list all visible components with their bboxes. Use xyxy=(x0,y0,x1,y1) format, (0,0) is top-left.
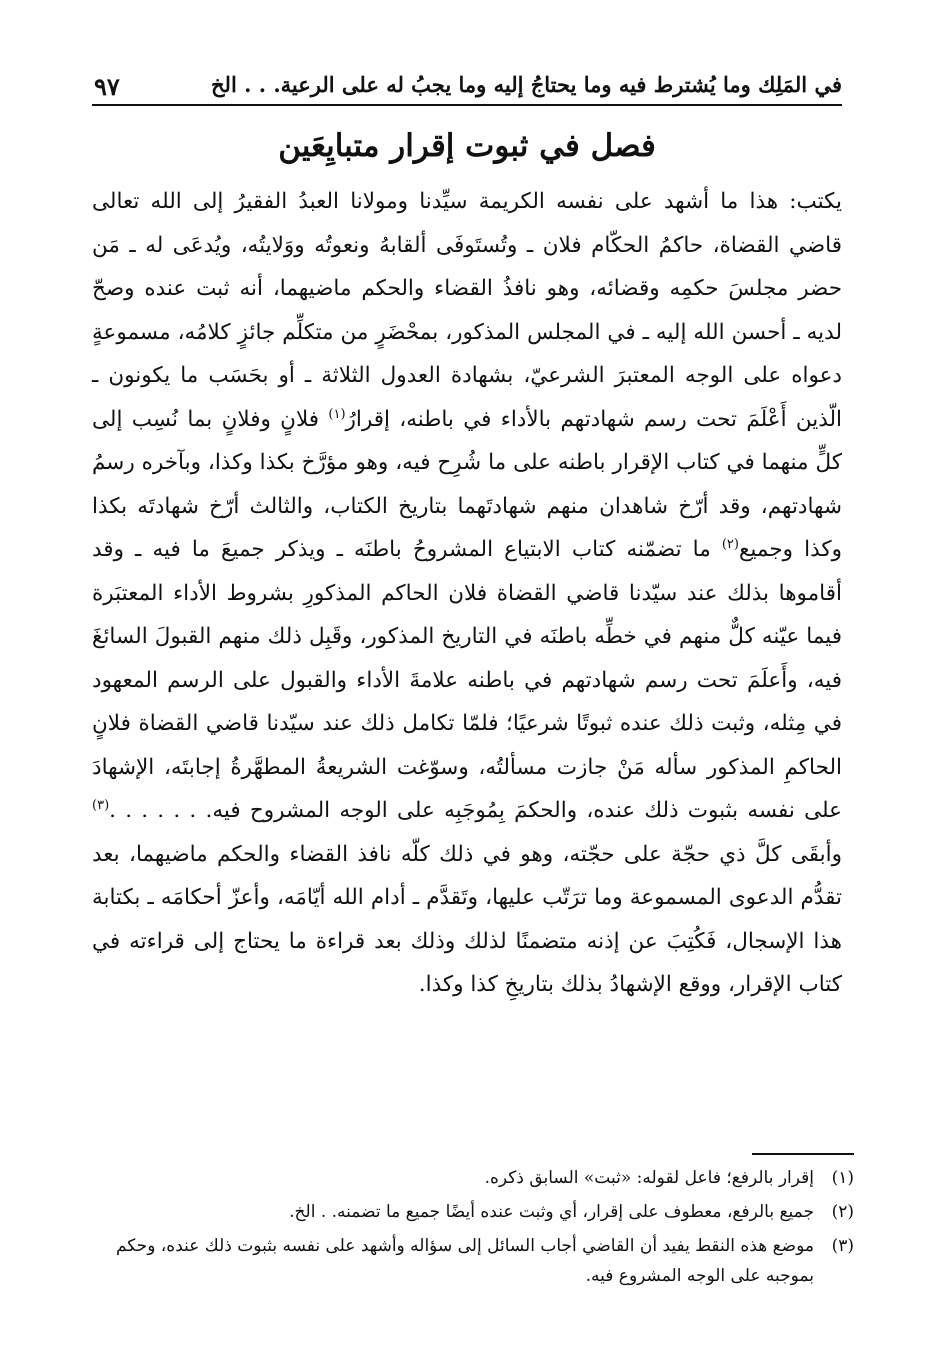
footnote-number: (١) xyxy=(831,1168,854,1188)
body-paragraph xyxy=(92,180,842,1007)
footnote-text: إقرار بالرفع؛ فاعل لقوله: «ثبت» السابق ذكره. xyxy=(484,1168,814,1188)
footnote-ref-2[interactable]: (٢) xyxy=(721,537,739,553)
body-text-part-4: وأبقَى كلَّ ذي حجّة على حجّته، وهو في ذلك كلّه نافذ القضاء والحكم ماضيهما، بعد تقدُّم الدعوى المسموعة وما ترَتّب عليها، وتَقدَّم ـ أدام الله أيّامَه، وأعزّ أحكامَه ـ بكتابة هذا الإسجال، فَكُتِبَ عن إذنه متضمنًا لذلك وذلك بعد قراءة ما يحتاج إلى قراءته في كتاب الإقرار، ووقع الإشهادُ بذلك بتاريخِ كذا وكذا. xyxy=(92,841,842,998)
footnote-number: (٣) xyxy=(831,1236,854,1256)
chapter-title: فصل في ثبوت إقرار متبايِعَين xyxy=(278,128,656,164)
footnote-ref-3[interactable]: (٣) xyxy=(92,798,110,814)
running-title: في المَلِك وما يُشترط فيه وما يحتاجُ إليه وما يجبُ له على الرعية. . . الخ xyxy=(210,72,842,97)
footnote-ref-1[interactable]: (١) xyxy=(328,406,346,422)
footnote-text: جميع بالرفع، معطوف على إقرار، أي وثبت عنده أيضًا جميع ما تضمنه. . الخ. xyxy=(289,1202,814,1222)
footnote-2 xyxy=(98,1197,854,1227)
running-header xyxy=(92,62,842,104)
footnote-3 xyxy=(98,1231,854,1291)
footnote-number: (٢) xyxy=(831,1202,854,1222)
footnote-1 xyxy=(98,1163,854,1193)
book-page xyxy=(92,62,842,1007)
body-text-part-3: ما تضمّنه كتاب الابتياع المشروحُ باطنَه ـ ويذكر جميعَ ما فيه ـ وقد أقاموها بذلك عند سيّدنا قاضي القضاة فلان الحاكم المذكورِ بشروط الأداء المعتبَرة فيما عيّنه كلٌّ منهم في خطِّه باطنَه في التاريخ المذكور، وقَبِل ذلك منهم القبولَ السائغَ فيه، وأَعلَمَ تحت رسم شهادتهم في باطنه علامةَ الأداء والقبول على الرسم المعهود في مِثله، وثبت ذلك عنده ثبوتًا شرعيًا؛ فلمّا تكامل ذلك عند سيّدنا قاضي القضاة فلانٍ الحاكمِ المذكور سأله مَنْ جازت مسألتُه، وسوّغت الشريعةُ المطهَّرةُ إجابتَه، الإشهادَ على نفسه بثبوت ذلك عنده، والحكمَ بِمُوجَبِه على الوجه المشروح فيه. . . . . . . xyxy=(92,537,842,824)
footnote-rule xyxy=(752,1153,854,1155)
body-text-part-1: يكتب: هذا ما أشهد على نفسه الكريمة سيِّدنا ومولانا العبدُ الفقيرُ إلى الله تعالى قاضي القضاة، حاكمُ الحكّام فلان ـ وتُستَوفَى ألقابهُ ونعوتُه ووَلايتُه، ويُدعَى له ـ مَن حضر مجلسَ حكمِه وقضائه، وهو نافذُ القضاء والحكم ماضيهما، أنه ثبت عنده وصحّ لديه ـ أحسن الله إليه ـ في المجلس المذكور، بمحْضَرٍ من متكلِّم جائزٍ كلامُه، مسموعةٍ دعواه على الوجه المعتبرَ الشرعيّ، بشهادة العدول الثلاثة ـ أو بحَسَب ما يكونون ـ الّذين أَعْلَمَ تحت رسم شهادتهم بالأداء في باطنه، إقرارُ xyxy=(92,189,843,432)
body-text-part-2: فلانٍ وفلانٍ بما نُسِب إلى كلٍّ منهما في كتاب الإقرار باطنه على ما شُرِح فيه، وهو مؤرَّخ بكذا وكذا، وبآخره رسمُ شهادتهم، وقد أرّخ شاهدان منهم شهادتَهما بتاريخ الكتاب، والثالث أرّخ شهادتَه بكذا وكذا وجميع xyxy=(92,406,843,563)
header-rule xyxy=(92,104,842,106)
footnotes xyxy=(98,1163,854,1295)
page-number: ٩٧ xyxy=(94,72,120,101)
footnote-text: موضع هذه النقط يفيد أن القاضي أجاب السائل إلى سؤاله وأشهد على نفسه بثبوت ذلك عنده، وحكم بموجبه على الوجه المشروع فيه. xyxy=(115,1236,814,1286)
